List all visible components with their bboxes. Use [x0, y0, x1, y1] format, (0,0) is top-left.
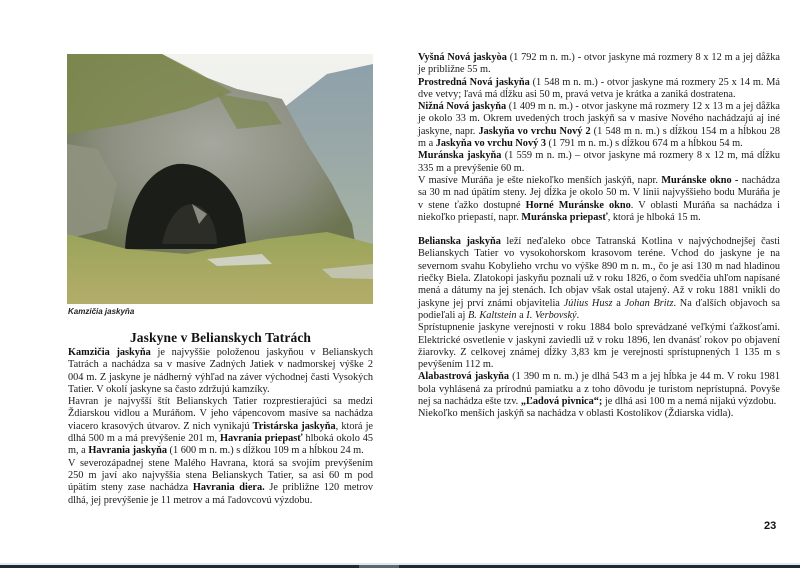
- person-name: I. Verbovský: [526, 309, 577, 321]
- cave-name: Havrania diera.: [192, 482, 265, 494]
- cave-name: Jaskyňa vo vrchu Nový 3: [435, 138, 546, 150]
- photo-caption: Kamzičia jaskyňa: [68, 307, 135, 316]
- paragraph-belianska: Belianska jaskyňa leží neďaleko obce Tatranská Kotlina v najvýchodnejšej časti Belianskych Tatier vo vysokohorskom krasovom teréne. Vchod do jaskyne je na severnom svahu Kobylieho vrchu vo výške 890 m n. m., čo je asi 130 m nad hladinou riečky Biela. Zlatokopi jaskyňu poznali už v roku 1826, o čom svedčia uhľom napísané mená a dátumy na jej stenách. Ich objav však ostal utajený. Až v roku 1881 vnikli do jaskyne jej prví známi objavitelia Július Husz a Johan Britz. Na ďalších objavoch sa podieľali aj B. Kaltstein a I. Verbovský.: [418, 236, 780, 321]
- cave-name: Nižná Nová jaskyňa: [418, 101, 507, 113]
- cave-name: Tristárska jaskyňa: [252, 420, 336, 432]
- cave-name: Muránska priepasť: [521, 211, 608, 223]
- cave-name: Vyšná Nová jaskyòa: [418, 52, 507, 63]
- person-name: Johan Britz: [624, 297, 674, 309]
- paragraph-nizna-nova: Nižná Nová jaskyňa (1 409 m n. m.) - otvor jaskyne má rozmery 12 x 13 m a jej dåžka je okolo 33 m. Okrem uvedených troch jaskýň sa v masíve Nového nachádzajú aj iné jaskyne, napr. Jaskyňa vo vrchu Nový 2 (1 548 m n. m.) s dĺžkou 154 m a hĺbkou 28 m a Jaskyňa vo vrchu Nový 3 (1 791 m n. m.) s dĺžkou 674 m a hĺbkou 54 m.: [418, 101, 781, 150]
- page-number: 23: [764, 520, 777, 532]
- cave-name: Jaskyňa vo vrchu Nový 2: [478, 125, 591, 137]
- paragraph-prostredna-nova: Prostredná Nová jaskyňa (1 548 m n. m.) - otvor jaskyne má rozmery 25 x 14 m. Má dve vetvy; ľavá má dĺžku asi 50 m, pravá vetva je krátka a zaniká dostratena.: [418, 76, 781, 100]
- cave-name: Havrania jaskyňa: [88, 445, 167, 457]
- paragraph-havran: Havran je najvyšší štít Belianskych Tatier rozprestierajúci sa medzi Ždiarskou vidlou a Muráňom. V jeho vápencovom masíve sa nachádza viacero krasových útvarov. Z nich vynikajú Tristárska jaskyňa, ktorá je dlhá 500 m a má prevýšenie 201 m, Havrania priepasť hlboká okolo 45 m, a Havrania jaskyňa (1 600 m n. m.) s dĺžkou 109 m a hĺbkou 24 m.: [68, 396, 374, 457]
- cave-name: Alabastrová jaskyňa: [418, 371, 510, 383]
- section-heading: Jaskyne v Belianskych Tatrách: [129, 330, 312, 345]
- paragraph-kamzicia: Kamzičia jaskyňa je najvyššie položenou jaskyňou v Belianskych Tatrách a nachádza sa v masíve Zadných Jatiek v nadmorskej výške 2 004 m. Z jaskyne je nádherný výhľad na záver východnej časti Vysokých Tatier. V okolí jaskyne sa často zdržujú kamzíky.: [68, 347, 374, 395]
- person-name: B. Kaltstein: [467, 309, 517, 321]
- cave-name: Muránske okno -: [661, 174, 739, 186]
- paragraph-alabastrova: Alabastrová jaskyňa (1 390 m n. m.) je dlhá 543 m a jej hĺbka je 44 m. V roku 1981 bola vyhlásená za prírodnú pamiatku a z toho dôvodu je turistom neprístupná. Povyše nej sa nachádza ešte tzv. „Ľadová pivnica“; je dlhá asi 100 m a nemá nijakú výzdobu.: [418, 371, 780, 408]
- cave-name: Kamzičia jaskyňa: [68, 347, 151, 358]
- cave-name: „Ľadová pivnica“;: [520, 396, 603, 408]
- cave-name: Belianska jaskyňa: [418, 236, 501, 248]
- cave-name: Horné Muránske okno: [525, 199, 631, 211]
- paragraph-spristupnenie: Sprístupnenie jaskyne verejnosti v roku 1884 bolo sprevádzané veľkými ťažkosťami. Elektrické osvetlenie v jaskyni zaviedli už v roku 1896, len dvanásť rokov po objavení žiarovky. Z celkovej známej dĺžky 3,83 km je verejnosti sprístupnených 1 135 m s pevýšením 112 m.: [418, 322, 780, 371]
- cave-name: Havrania priepasť: [219, 433, 303, 445]
- right-text-column: [418, 52, 780, 421]
- paragraph-vysna-nova: Vyšná Nová jaskyòa (1 792 m n. m.) - otvor jaskyne má rozmery 8 x 12 m a jej dåžka je približne 55 m.: [418, 52, 780, 76]
- left-text-column: [68, 347, 373, 507]
- paragraph-muran-massif: V masíve Muráňa je ešte niekoľko menších jaskýň, napr. Muránske okno - nachádza sa 30 m nad úpätím steny. Jej dĺžka je okolo 50 m. V línii najvyššieho bodu Muráňa je v stene ťažko dostupné Horné Muránske okno. V oblasti Muráňa sa nachádza i niekoľko priepastí, napr. Muránska priepasť, ktorá je hlboká 15 m.: [418, 174, 781, 223]
- cave-name: Prostredná Nová jaskyňa: [418, 76, 530, 88]
- person-name: Július Husz: [563, 297, 613, 309]
- paragraph-maly-havran: V severozápadnej stene Malého Havrana, ktorá sa svojím prevýšením 250 m javí ako najvyššia stena Belianskych Tatier, sa asi 60 m pod úpätím steny zase nachádza Havrania diera. Je približne 120 metrov dlhá, jej prevýšenie je 11 metrov a má ľadovcovú výzdobu.: [68, 457, 373, 506]
- cave-name: Muránska jaskyňa: [418, 150, 502, 162]
- cave-photo-image: [67, 54, 373, 304]
- paragraph-muranska: Muránska jaskyňa (1 559 m n. m.) – otvor jaskyne má rozmery 8 x 12 m, má dĺžku 335 m a prevýšenie 60 m.: [418, 150, 780, 174]
- cave-photo: [67, 54, 373, 304]
- paragraph-kostoliky: Niekoľko menších jaskýň sa nachádza v oblasti Kostolíkov (Ždiarska vidla).: [418, 408, 734, 420]
